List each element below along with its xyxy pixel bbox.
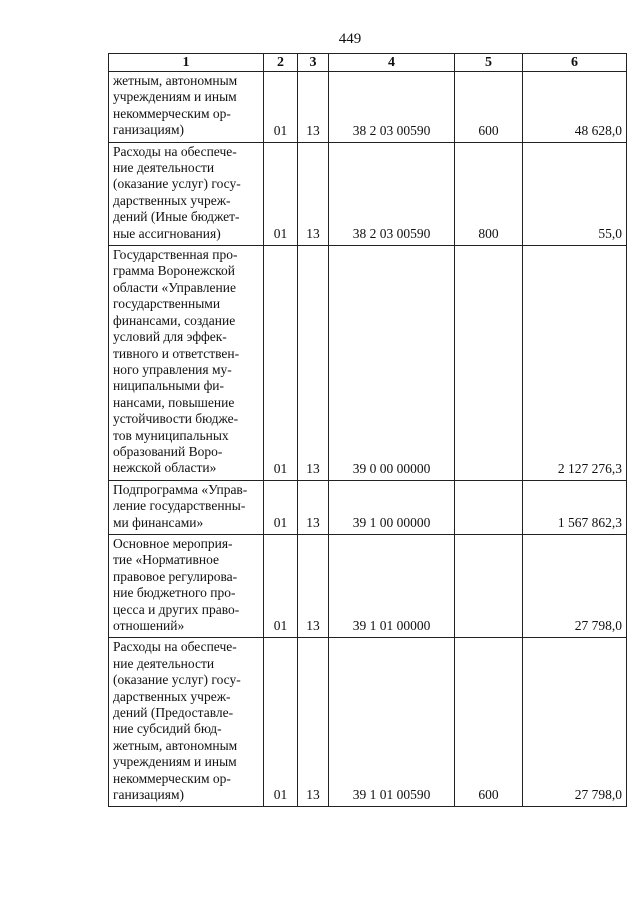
subsection-code: 13 [298, 480, 329, 534]
description-line: ные ассигнования) [113, 225, 221, 241]
section-code: 01 [264, 480, 298, 534]
subsection-code: 13 [298, 638, 329, 807]
description-line: ми финансами» [113, 514, 204, 530]
expense-type-code: 600 [455, 72, 523, 143]
header-col-2: 2 [264, 54, 298, 72]
row-description [109, 246, 264, 481]
description-line: Расходы на обеспече- [113, 143, 237, 159]
section-code: 01 [264, 72, 298, 143]
description-line: дарственных учреж- [113, 192, 231, 208]
header-col-4: 4 [329, 54, 455, 72]
target-article-code: 39 0 00 00000 [329, 246, 455, 481]
subsection-code: 13 [298, 72, 329, 143]
description-line: (оказание услуг) госу- [113, 176, 241, 192]
description-line: области «Управление [113, 279, 236, 295]
header-row [109, 54, 627, 72]
description-line: цесса и других право- [113, 601, 240, 617]
target-article-code: 38 2 03 00590 [329, 72, 455, 143]
section-code: 01 [264, 142, 298, 245]
description-line: ниципальными фи- [113, 378, 225, 394]
page-number: 449 [338, 31, 362, 47]
amount: 2 127 276,3 [523, 246, 627, 481]
description-line: ние деятельности [113, 655, 215, 671]
table-row [109, 480, 627, 534]
section-code: 01 [264, 534, 298, 637]
table-row [109, 142, 627, 245]
description-line: правовое регулирова- [113, 568, 238, 584]
subsection-code: 13 [298, 142, 329, 245]
expense-type-code [455, 246, 523, 481]
description-line: тие «Нормативное [113, 552, 220, 568]
description-line: ние субсидий бюд- [113, 721, 222, 737]
expense-type-code [455, 534, 523, 637]
header-col-3: 3 [298, 54, 329, 72]
expense-type-code [455, 480, 523, 534]
table-body [109, 72, 627, 807]
subsection-code: 13 [298, 246, 329, 481]
row-description [109, 72, 264, 143]
description-line: нежской области» [113, 460, 217, 476]
expense-type-code: 800 [455, 142, 523, 245]
amount: 27 798,0 [523, 638, 627, 807]
description-line: жетным, автономным [113, 737, 238, 753]
description-line: финансами, создание [113, 312, 236, 328]
row-description [109, 638, 264, 807]
description-line: тивного и ответствен- [113, 345, 240, 361]
amount: 27 798,0 [523, 534, 627, 637]
description-line: Государственная про- [113, 247, 238, 263]
amount: 48 628,0 [523, 72, 627, 143]
description-line: учреждениям и иным [113, 754, 237, 770]
section-code: 01 [264, 638, 298, 807]
amount: 55,0 [523, 142, 627, 245]
description-line: ного управления му- [113, 361, 232, 377]
description-line: государственными [113, 296, 221, 312]
description-line: учреждениям и иным [113, 89, 237, 105]
description-line: отношений» [113, 618, 185, 633]
row-description [109, 142, 264, 245]
description-line: дений (Иные бюджет- [113, 209, 240, 225]
row-description [109, 480, 264, 534]
description-line: (оказание услуг) госу- [113, 672, 241, 688]
description-line: некоммерческим ор- [113, 770, 231, 786]
expense-type-code: 600 [455, 638, 523, 807]
description-line: нансами, повышение [113, 394, 235, 410]
description-line: ганизациям) [113, 787, 185, 803]
section-code: 01 [264, 246, 298, 481]
table-row [109, 534, 627, 637]
target-article-code: 39 1 00 00000 [329, 480, 455, 534]
subsection-code: 13 [298, 534, 329, 637]
amount: 1 567 862,3 [523, 480, 627, 534]
table-row [109, 638, 627, 807]
description-line: некоммерческим ор- [113, 105, 231, 121]
description-line: дарственных учреж- [113, 688, 231, 704]
header-col-1: 1 [109, 54, 264, 72]
target-article-code: 38 2 03 00590 [329, 142, 455, 245]
description-line: образований Воро- [113, 443, 223, 459]
description-line: ние бюджетного про- [113, 585, 236, 601]
table-row [109, 246, 627, 481]
description-line: жетным, автономным [113, 73, 238, 88]
table-row [109, 72, 627, 143]
description-line: условий для эффек- [113, 329, 227, 345]
description-line: ние деятельности [113, 160, 215, 176]
target-article-code: 39 1 01 00000 [329, 534, 455, 637]
description-line: дений (Предоставле- [113, 705, 234, 721]
header-col-5: 5 [455, 54, 523, 72]
description-line: грамма Воронежской [113, 263, 236, 279]
description-line: устойчивости бюдже- [113, 411, 239, 427]
description-line: тов муниципальных [113, 427, 229, 443]
description-line: Подпрограмма «Управ- [113, 481, 248, 497]
description-line: ганизациям) [113, 122, 185, 138]
budget-table [108, 53, 627, 807]
description-line: ление государственны- [113, 498, 246, 514]
header-col-6: 6 [523, 54, 627, 72]
description-line: Основное мероприя- [113, 535, 233, 551]
description-line: Расходы на обеспече- [113, 639, 237, 655]
row-description [109, 534, 264, 637]
target-article-code: 39 1 01 00590 [329, 638, 455, 807]
